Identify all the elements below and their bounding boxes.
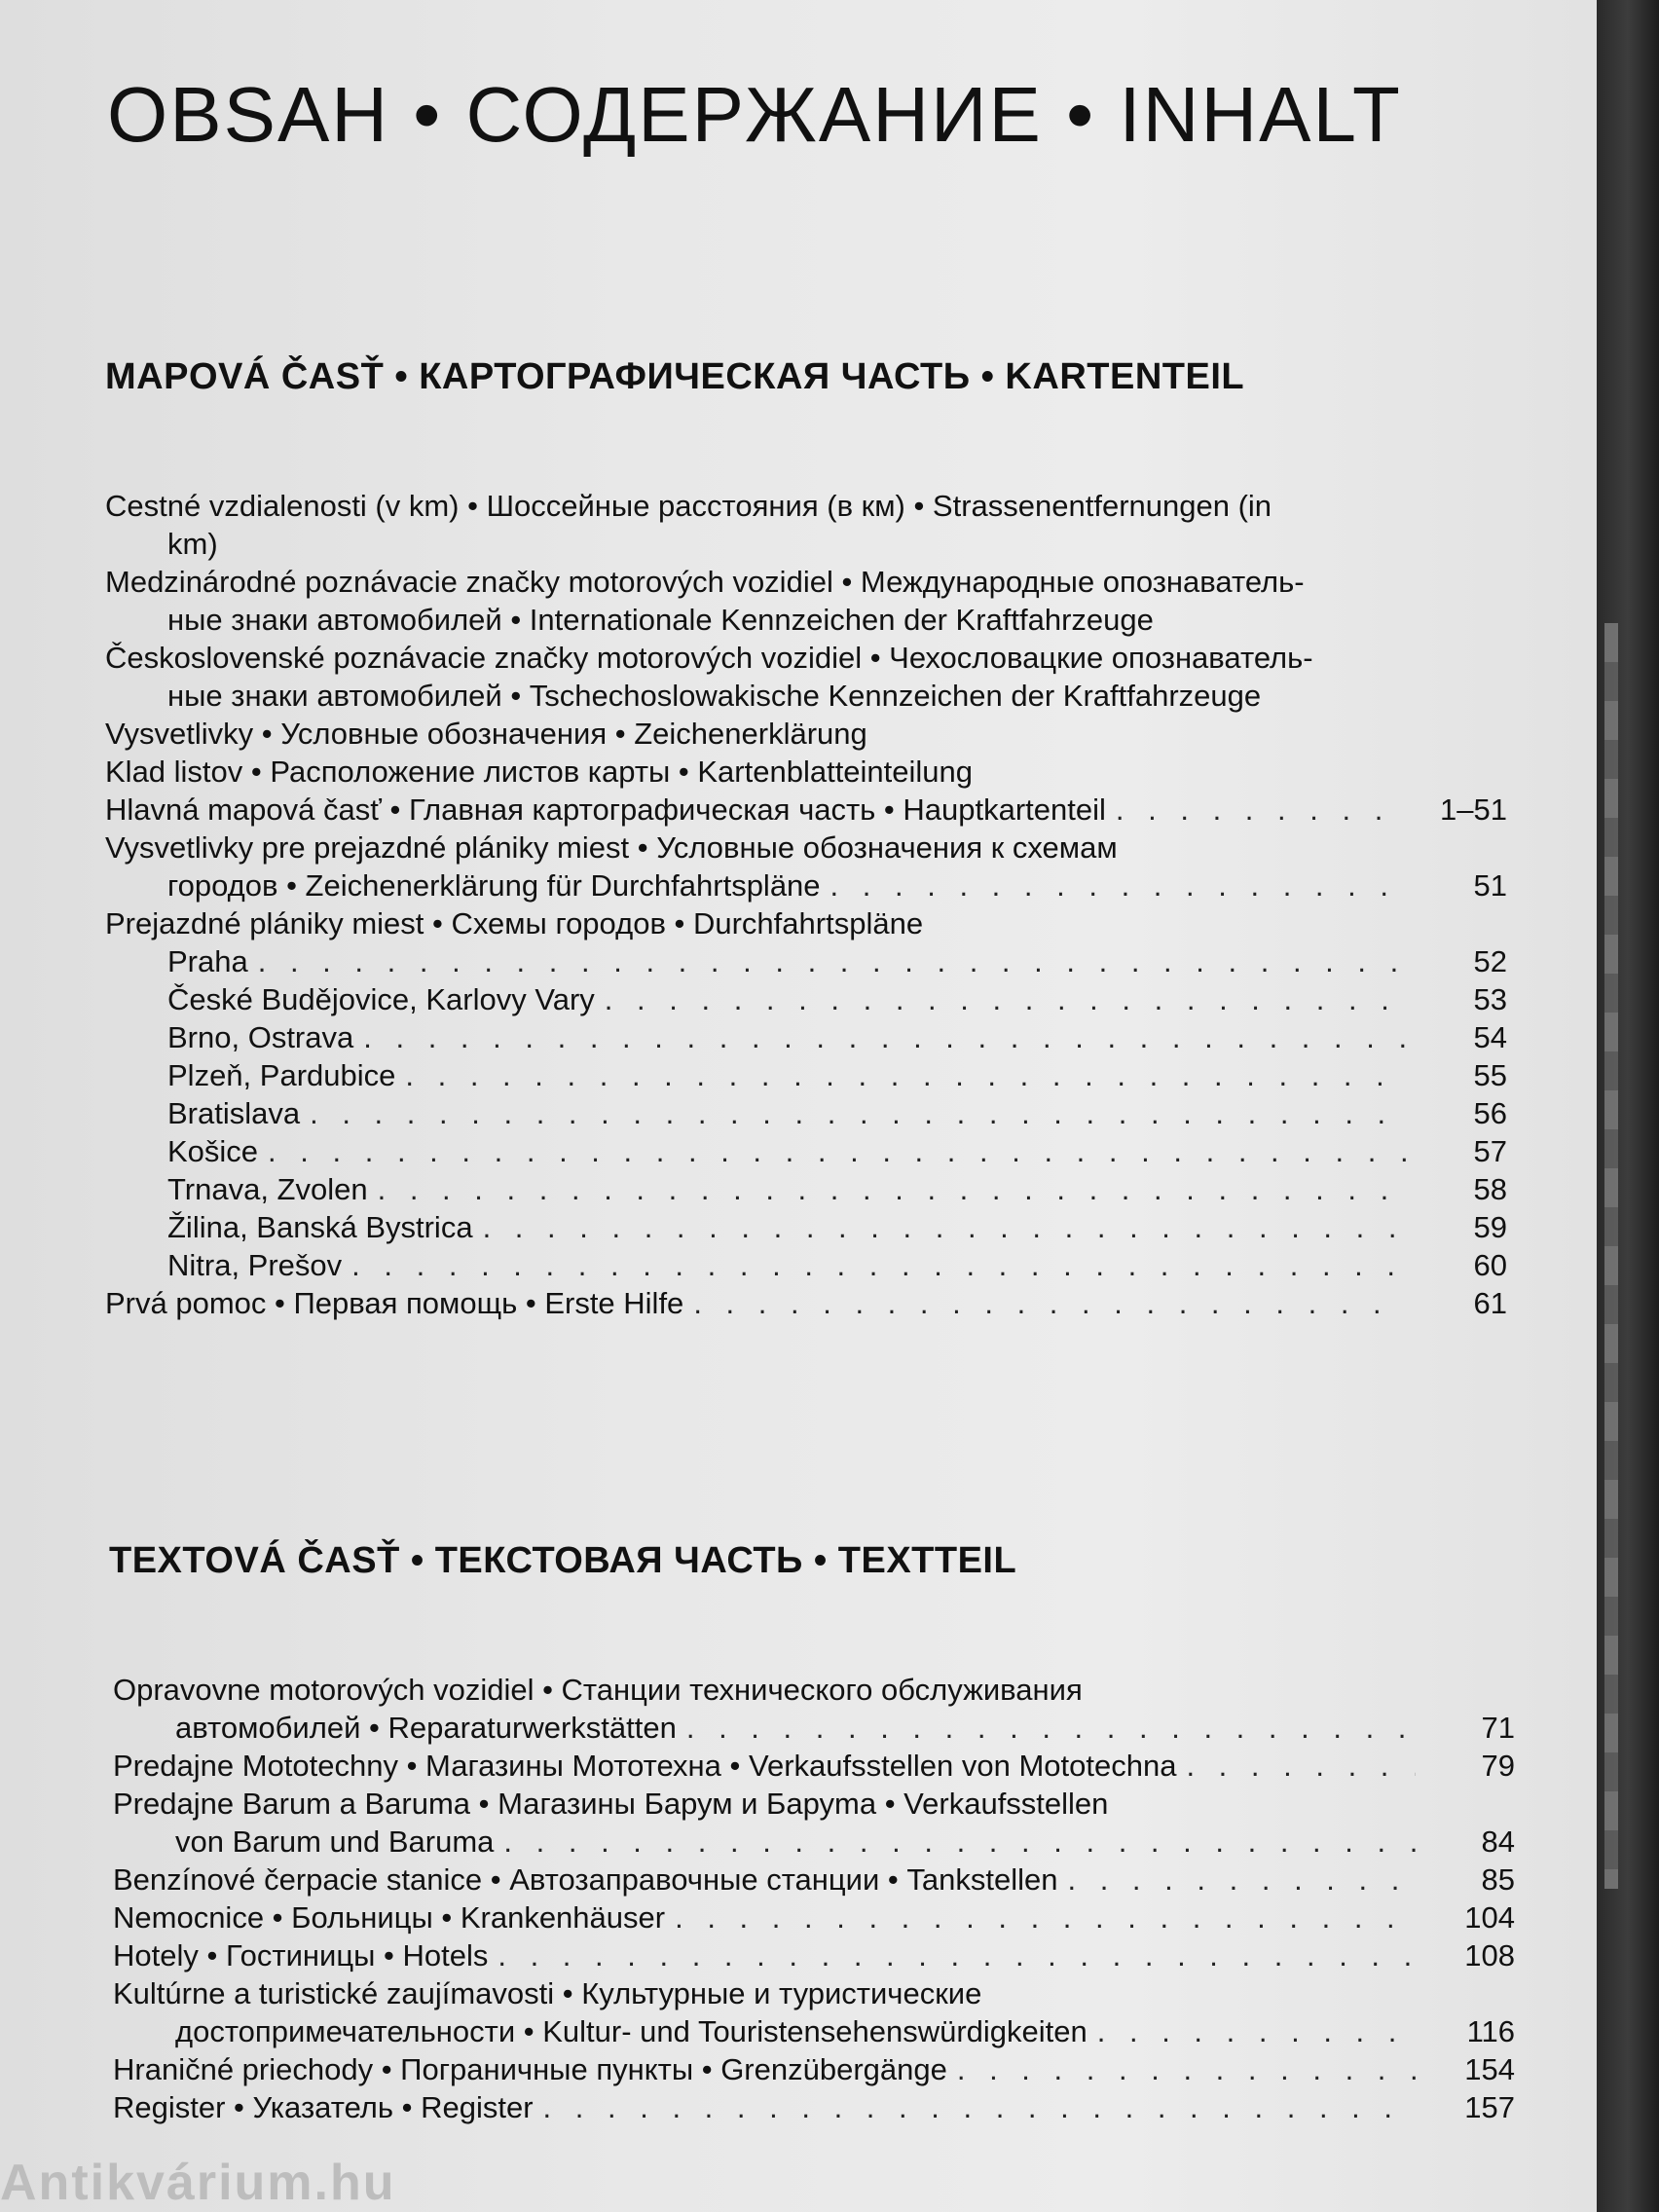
toc-entry-line2: ные знаки автомобилей • Internationale Kennzeichen der Kraftfahrzeuge bbox=[167, 603, 1154, 637]
toc-entry-line1: Hlavná mapová časť • Главная картографическая часть • Hauptkartenteil bbox=[105, 793, 1106, 827]
page-number: 58 bbox=[1473, 1172, 1507, 1206]
toc-entry bbox=[113, 1671, 1515, 1747]
city-name: Nitra, Prešov bbox=[167, 1248, 343, 1282]
leader-dots bbox=[310, 1094, 1408, 1132]
leader-dots bbox=[258, 942, 1408, 980]
city-name: České Budějovice, Karlovy Vary bbox=[167, 982, 595, 1016]
text-section-heading: TEXTOVÁ ČASŤ • ТЕКСТОВАЯ ЧАСТЬ • TEXTTEIL bbox=[109, 1540, 1017, 1581]
leader-dots bbox=[605, 980, 1408, 1018]
toc-entry-line1: Register • Указатель • Register bbox=[113, 2090, 534, 2124]
toc-entry-line1: Benzínové čerpacie stanice • Автозаправочные станции • Tankstellen bbox=[113, 1862, 1058, 1897]
book-spine bbox=[1597, 0, 1659, 2212]
map-section-toc bbox=[105, 487, 1507, 1322]
toc-entry-line1: Vysvetlivky pre prejazdné plániky miest • Условные обозначения к схемам bbox=[105, 830, 1118, 865]
city-entry bbox=[105, 980, 1507, 1018]
page-title: OBSAH • СОДЕРЖАНИЕ • INHALT bbox=[107, 71, 1402, 158]
leader-dots bbox=[378, 1170, 1408, 1208]
page-number: 61 bbox=[1473, 1286, 1507, 1320]
city-entry bbox=[105, 1018, 1507, 1056]
city-name: Praha bbox=[167, 944, 248, 978]
toc-entry bbox=[105, 791, 1507, 829]
toc-entry-line1: Cestné vzdialenosti (v km) • Шоссейные расстояния (в км) • Strassenentfernungen (in bbox=[105, 489, 1272, 523]
city-entry bbox=[105, 1208, 1507, 1246]
page-number: 154 bbox=[1464, 2052, 1515, 2086]
toc-entry bbox=[113, 1785, 1515, 1861]
page-number: 59 bbox=[1473, 1210, 1507, 1244]
toc-entry-line2: достопримечательности • Kultur- und Touristensehenswürdigkeiten bbox=[175, 2014, 1088, 2048]
toc-entry bbox=[105, 904, 1507, 942]
page-number: 56 bbox=[1473, 1096, 1507, 1130]
toc-entry-line1: Prvá pomoc • Первая помощь • Erste Hilfe bbox=[105, 1286, 684, 1320]
page-number: 116 bbox=[1466, 2014, 1515, 2048]
toc-entry-line1: Opravovne motorových vozidiel • Станции технического обслуживания bbox=[113, 1673, 1083, 1707]
toc-entry bbox=[113, 1861, 1515, 1899]
toc-entry-line1: Hraničné priechody • Пограничные пункты • Grenzübergänge bbox=[113, 2052, 947, 2086]
toc-entry bbox=[105, 639, 1507, 715]
leader-dots bbox=[498, 1936, 1416, 1974]
city-name: Bratislava bbox=[167, 1096, 301, 1130]
leader-dots bbox=[483, 1208, 1408, 1246]
toc-entry bbox=[105, 829, 1507, 904]
page-number: 60 bbox=[1473, 1248, 1507, 1282]
leader-dots bbox=[675, 1899, 1416, 1936]
watermark-text: Antikvárium.hu bbox=[0, 2155, 396, 2211]
city-entry bbox=[105, 1056, 1507, 1094]
city-name: Žilina, Banská Bystrica bbox=[167, 1210, 473, 1244]
toc-entry-line1: Predajne Mototechny • Магазины Мототехна • Verkaufsstellen von Mototechna bbox=[113, 1749, 1177, 1783]
city-entry bbox=[105, 1170, 1507, 1208]
leader-dots bbox=[503, 1823, 1416, 1861]
leader-dots bbox=[830, 866, 1408, 904]
page-number: 71 bbox=[1481, 1711, 1515, 1745]
text-section-toc bbox=[113, 1671, 1515, 2126]
toc-entry-line1: Nemocnice • Больницы • Krankenhäuser bbox=[113, 1900, 666, 1935]
page-number: 55 bbox=[1473, 1058, 1507, 1092]
leader-dots bbox=[1097, 2012, 1416, 2050]
page-number: 1–51 bbox=[1440, 793, 1507, 827]
city-entry bbox=[105, 1246, 1507, 1284]
leader-dots bbox=[1067, 1861, 1416, 1899]
map-section-heading: MAPOVÁ ČASŤ • КАРТОГРАФИЧЕСКАЯ ЧАСТЬ • KARTENTEIL bbox=[105, 356, 1245, 397]
leader-dots bbox=[405, 1056, 1408, 1094]
toc-entry-line2: ные знаки автомобилей • Tschechoslowakische Kennzeichen der Kraftfahrzeuge bbox=[167, 679, 1262, 713]
leader-dots bbox=[1186, 1747, 1416, 1785]
toc-entry-line1: Klad listov • Расположение листов карты • Kartenblatteinteilung bbox=[105, 755, 974, 789]
leader-dots bbox=[957, 2050, 1416, 2088]
toc-entry-line1: Československé poznávacie značky motorových vozidiel • Чехословацкие опознаватель- bbox=[105, 641, 1313, 675]
toc-entry bbox=[113, 1974, 1515, 2050]
leader-dots bbox=[693, 1284, 1408, 1322]
toc-entry bbox=[113, 1899, 1515, 1936]
toc-entry-line2: городов • Zeichenerklärung für Durchfahrtspläne bbox=[167, 868, 821, 903]
toc-entry-line1: Predajne Barum a Baruma • Магазины Барум и Баруma • Verkaufsstellen bbox=[113, 1787, 1109, 1821]
leader-dots bbox=[268, 1132, 1408, 1170]
toc-entry bbox=[113, 1936, 1515, 1974]
city-entry bbox=[105, 1132, 1507, 1170]
page-number: 79 bbox=[1481, 1749, 1515, 1783]
toc-entry bbox=[105, 487, 1507, 563]
toc-entry-line1: Kultúrne a turistické zaujímavosti • Культурные и туристические bbox=[113, 1976, 982, 2010]
page-number: 52 bbox=[1473, 944, 1507, 978]
city-name: Plzeň, Pardubice bbox=[167, 1058, 396, 1092]
toc-entry-line2: von Barum und Baruma bbox=[175, 1825, 495, 1859]
leader-dots bbox=[363, 1018, 1408, 1056]
page-number: 157 bbox=[1464, 2090, 1515, 2124]
toc-entry bbox=[105, 753, 1507, 791]
toc-entry-line1: Medzinárodné poznávacie značky motorových vozidiel • Международные опознаватель- bbox=[105, 565, 1305, 599]
city-name: Brno, Ostrava bbox=[167, 1020, 354, 1054]
toc-entry bbox=[105, 1284, 1507, 1322]
page-number: 51 bbox=[1473, 868, 1507, 903]
toc-entry bbox=[113, 2088, 1515, 2126]
city-name: Košice bbox=[167, 1134, 259, 1168]
page-number: 85 bbox=[1481, 1862, 1515, 1897]
toc-entry-line2: km) bbox=[167, 527, 218, 561]
leader-dots bbox=[543, 2088, 1416, 2126]
toc-entry bbox=[105, 715, 1507, 753]
toc-entry bbox=[113, 2050, 1515, 2088]
page-number: 54 bbox=[1473, 1020, 1507, 1054]
spine-stripe bbox=[1604, 623, 1618, 1889]
city-entry bbox=[105, 1094, 1507, 1132]
page-number: 108 bbox=[1464, 1938, 1515, 1972]
page-number: 84 bbox=[1481, 1825, 1515, 1859]
page-number: 57 bbox=[1473, 1134, 1507, 1168]
city-entry bbox=[105, 942, 1507, 980]
city-name: Trnava, Zvolen bbox=[167, 1172, 368, 1206]
toc-entry-line2: автомобилей • Reparaturwerkstätten bbox=[175, 1711, 677, 1745]
page-number: 104 bbox=[1464, 1900, 1515, 1935]
toc-entry bbox=[105, 563, 1507, 639]
toc-entry-line1: Prejazdné plániky miest • Схемы городов • Durchfahrtspläne bbox=[105, 906, 924, 940]
leader-dots bbox=[1116, 791, 1408, 829]
toc-entry bbox=[113, 1747, 1515, 1785]
toc-entry-line1: Hotely • Гостиницы • Hotels bbox=[113, 1938, 489, 1972]
page-number: 53 bbox=[1473, 982, 1507, 1016]
toc-entry-line1: Vysvetlivky • Условные обозначения • Zeichenerklärung bbox=[105, 717, 867, 751]
leader-dots bbox=[351, 1246, 1408, 1284]
leader-dots bbox=[686, 1709, 1416, 1747]
